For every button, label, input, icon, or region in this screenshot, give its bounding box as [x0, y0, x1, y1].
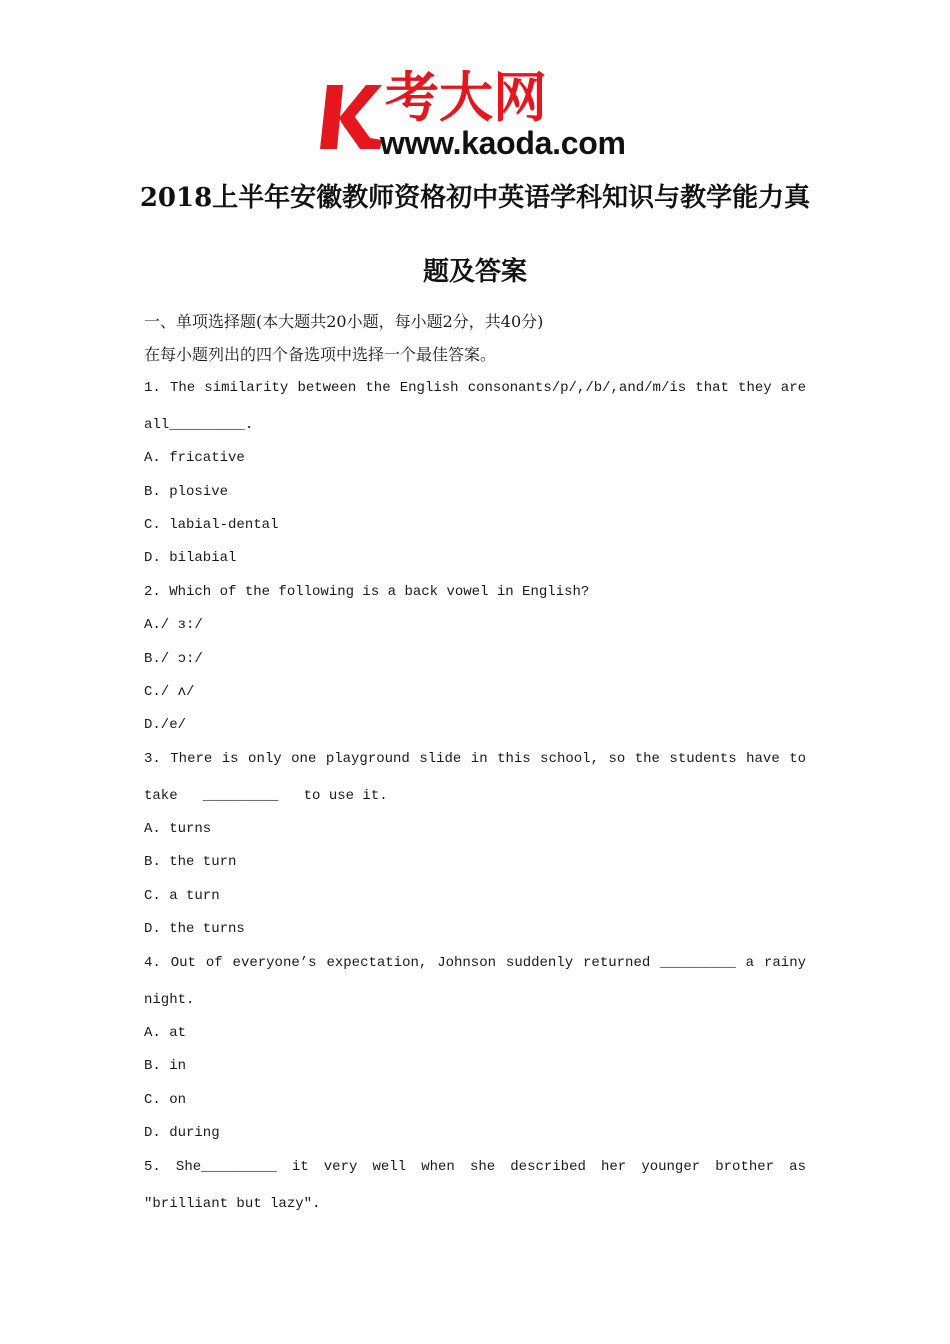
- logo-k-leg: [341, 113, 382, 149]
- option-d: D. during: [144, 1125, 220, 1142]
- site-logo: [318, 66, 640, 161]
- option-d: D./e/: [144, 717, 187, 734]
- question-stem-line: 5. She_________ it very well when she described her younger brother as: [144, 1158, 806, 1175]
- option-c: C. a turn: [144, 887, 220, 904]
- question-stem-line: 3. There is only one playground slide in this school, so the students have to: [144, 750, 806, 767]
- question-4: [144, 947, 806, 1151]
- logo-k-mark: [318, 82, 382, 152]
- section-heading: 一、单项选择题(本大题共20小题，每小题2分，共40分): [144, 312, 544, 331]
- logo-url: www.kaoda.com: [380, 125, 626, 161]
- question-stem-line: "brilliant but lazy".: [144, 1195, 321, 1212]
- option-b: B. in: [144, 1058, 187, 1075]
- question-stem-line: night.: [144, 991, 195, 1008]
- question-stem-line: 4. Out of everyone’s expectation, Johnson suddenly returned _________ a rainy: [144, 954, 806, 971]
- question-2: [144, 576, 806, 743]
- question-3: [144, 743, 806, 947]
- section-instruction: 在每小题列出的四个备选项中选择一个最佳答案。: [144, 345, 497, 365]
- option-a: A./ ɜ:/: [144, 617, 203, 634]
- logo-brand-name: 考大网: [385, 66, 547, 129]
- option-c: C./ ʌ/: [144, 683, 195, 700]
- document-title-line-1: 2018上半年安徽教师资格初中英语学科知识与教学能力真: [139, 183, 811, 213]
- question-stem-line: take _________ to use it.: [144, 787, 388, 804]
- option-b: B./ ɔ:/: [144, 650, 203, 667]
- option-b: B. the turn: [144, 854, 237, 871]
- question-1: [144, 372, 806, 576]
- option-d: D. the turns: [144, 921, 245, 938]
- option-c: C. on: [144, 1091, 187, 1108]
- option-a: A. at: [144, 1024, 187, 1041]
- option-c: C. labial-dental: [144, 516, 279, 533]
- option-a: A. fricative: [144, 450, 245, 467]
- option-a: A. turns: [144, 821, 212, 838]
- question-stem-line: 1. The similarity between the English consonants/p/,/b/,and/m/is that they are: [144, 379, 806, 396]
- document-body: [144, 305, 806, 1221]
- logo-k-stem: [320, 85, 343, 149]
- document-title-line-2: 题及答案: [422, 257, 527, 287]
- question-5: [144, 1151, 806, 1221]
- option-d: D. bilabial: [144, 550, 237, 567]
- option-b: B. plosive: [144, 483, 229, 500]
- question-stem-line: all_________.: [144, 416, 254, 433]
- question-stem-line: 2. Which of the following is a back vowel in English?: [144, 583, 590, 600]
